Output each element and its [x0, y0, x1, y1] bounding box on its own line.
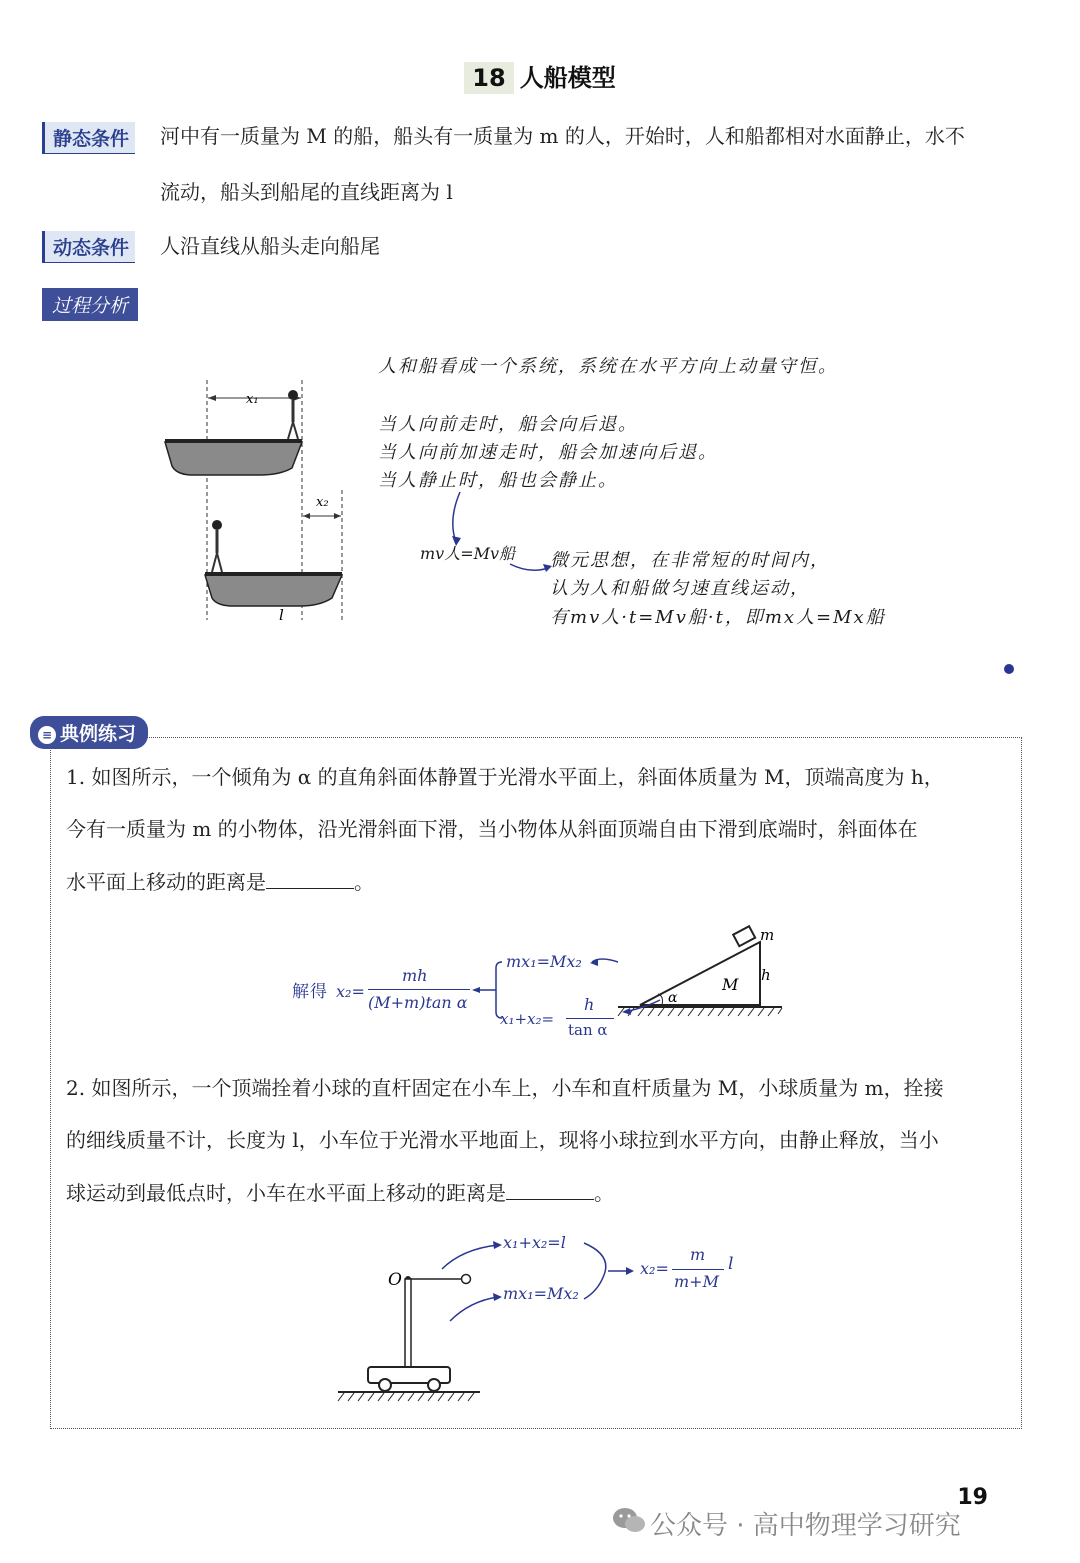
static-condition-line2: 流动，船头到船尾的直线距离为 l — [160, 180, 453, 204]
answer-blank[interactable] — [266, 870, 354, 889]
examples-heading — [30, 716, 148, 749]
q1-line3: 水平面上移动的距离是 。 — [66, 870, 374, 894]
block-m — [733, 926, 755, 946]
note-momentum: 人和船看成一个系统，系统在水平方向上动量守恒。 — [378, 356, 838, 377]
wheel — [428, 1379, 440, 1391]
incline-diagram — [610, 920, 790, 1025]
label-m: m — [760, 926, 775, 944]
q1-eq2-lhs: x₁+x₂= — [500, 1010, 555, 1028]
q1-answer-lhs: x₂= — [336, 982, 365, 1001]
note-micro: 微元思想，在非常短的时间内， — [550, 550, 830, 571]
equation-momentum: mv人=Mv船 — [420, 544, 516, 563]
q2-answer-denominator: m+M — [674, 1272, 719, 1291]
watermark: 公众号 · 高中物理学习研究 — [650, 1511, 961, 1541]
q1-eq1: mx₁=Mx₂ — [506, 952, 582, 971]
dynamic-condition-tag: 动态条件 — [42, 231, 135, 263]
boat-diagram — [160, 370, 360, 630]
q2-answer-tail: l — [728, 1254, 734, 1274]
bullet-dot — [1004, 664, 1014, 674]
q1-solve-label: 解得 — [292, 982, 328, 1002]
q2-line1: 2. 如图所示，一个顶端拴着小球的直杆固定在小车上，小车和直杆质量为 M，小球质量为 m，拴接 — [66, 1076, 944, 1100]
fraction-bar — [368, 989, 470, 990]
fraction-bar — [672, 1269, 724, 1270]
section-title: 人船模型 — [519, 64, 616, 92]
note-uniform: 认为人和船做匀速直线运动， — [550, 578, 810, 599]
page-title — [0, 58, 1080, 94]
ball — [462, 1275, 471, 1284]
q1-answer-denominator: (M+m)tan α — [368, 993, 468, 1012]
q1-eq2-denominator: tan α — [568, 1021, 608, 1039]
answer-blank[interactable] — [506, 1181, 594, 1200]
l-label: l — [279, 606, 284, 624]
examples-heading-label: 典例练习 — [60, 723, 137, 745]
rod — [405, 1279, 411, 1367]
q2-line2: 的细线质量不计，长度为 l，小车位于光滑水平地面上，现将小球拉到水平方向，由静止释放，当小 — [66, 1128, 939, 1152]
note-displacement: 有mv人·t=Mv船·t，即mx人=Mx船 — [550, 607, 886, 628]
note-accelerate: 当人向前加速走时，船会加速向后退。 — [378, 442, 718, 463]
wechat-icon — [612, 1505, 646, 1535]
process-analysis-tag: 过程分析 — [42, 288, 138, 321]
note-walk: 当人向前走时，船会向后退。 — [378, 414, 638, 435]
q1-answer-numerator: mh — [402, 966, 428, 985]
q2-eq1: x₁+x₂=l — [503, 1233, 566, 1252]
note-stop: 当人静止时，船也会静止。 — [378, 470, 618, 491]
q1-line2: 今有一质量为 m 的小物体，沿光滑斜面下滑，当小物体从斜面顶端自由下滑到底端时，斜面体在 — [66, 817, 918, 841]
q2-answer-lhs: x₂= — [640, 1259, 669, 1278]
person-icon — [288, 390, 298, 400]
q2-answer-numerator: m — [690, 1245, 706, 1264]
x1-label: x₁ — [246, 392, 259, 407]
x2-label: x₂ — [316, 495, 329, 510]
page-number: 19 — [957, 1485, 988, 1510]
q2-eq2: mx₁=Mx₂ — [503, 1284, 579, 1303]
q1-line1: 1. 如图所示，一个倾角为 α 的直角斜面体静置于光滑水平面上，斜面体质量为 M，顶端高度为 h， — [66, 765, 944, 789]
label-M: M — [722, 975, 739, 994]
static-condition-tag: 静态条件 — [42, 122, 135, 154]
label-h: h — [761, 966, 771, 984]
cart-diagram — [330, 1225, 750, 1405]
label-alpha: α — [668, 990, 678, 1006]
q1-eq2-numerator: h — [584, 995, 595, 1014]
fraction-bar — [566, 1018, 614, 1019]
static-condition-line1: 河中有一质量为 M 的船，船头有一质量为 m 的人，开始时，人和船都相对水面静止，水不 — [160, 124, 965, 148]
dynamic-condition-text: 人沿直线从船头走向船尾 — [160, 234, 380, 258]
wheel — [379, 1379, 391, 1391]
label-O: O — [388, 1270, 402, 1290]
q2-line3: 球运动到最低点时，小车在水平面上移动的距离是 。 — [66, 1181, 614, 1205]
person-icon — [212, 520, 222, 530]
list-icon: ≡ — [38, 726, 56, 744]
section-number: 18 — [464, 62, 513, 94]
